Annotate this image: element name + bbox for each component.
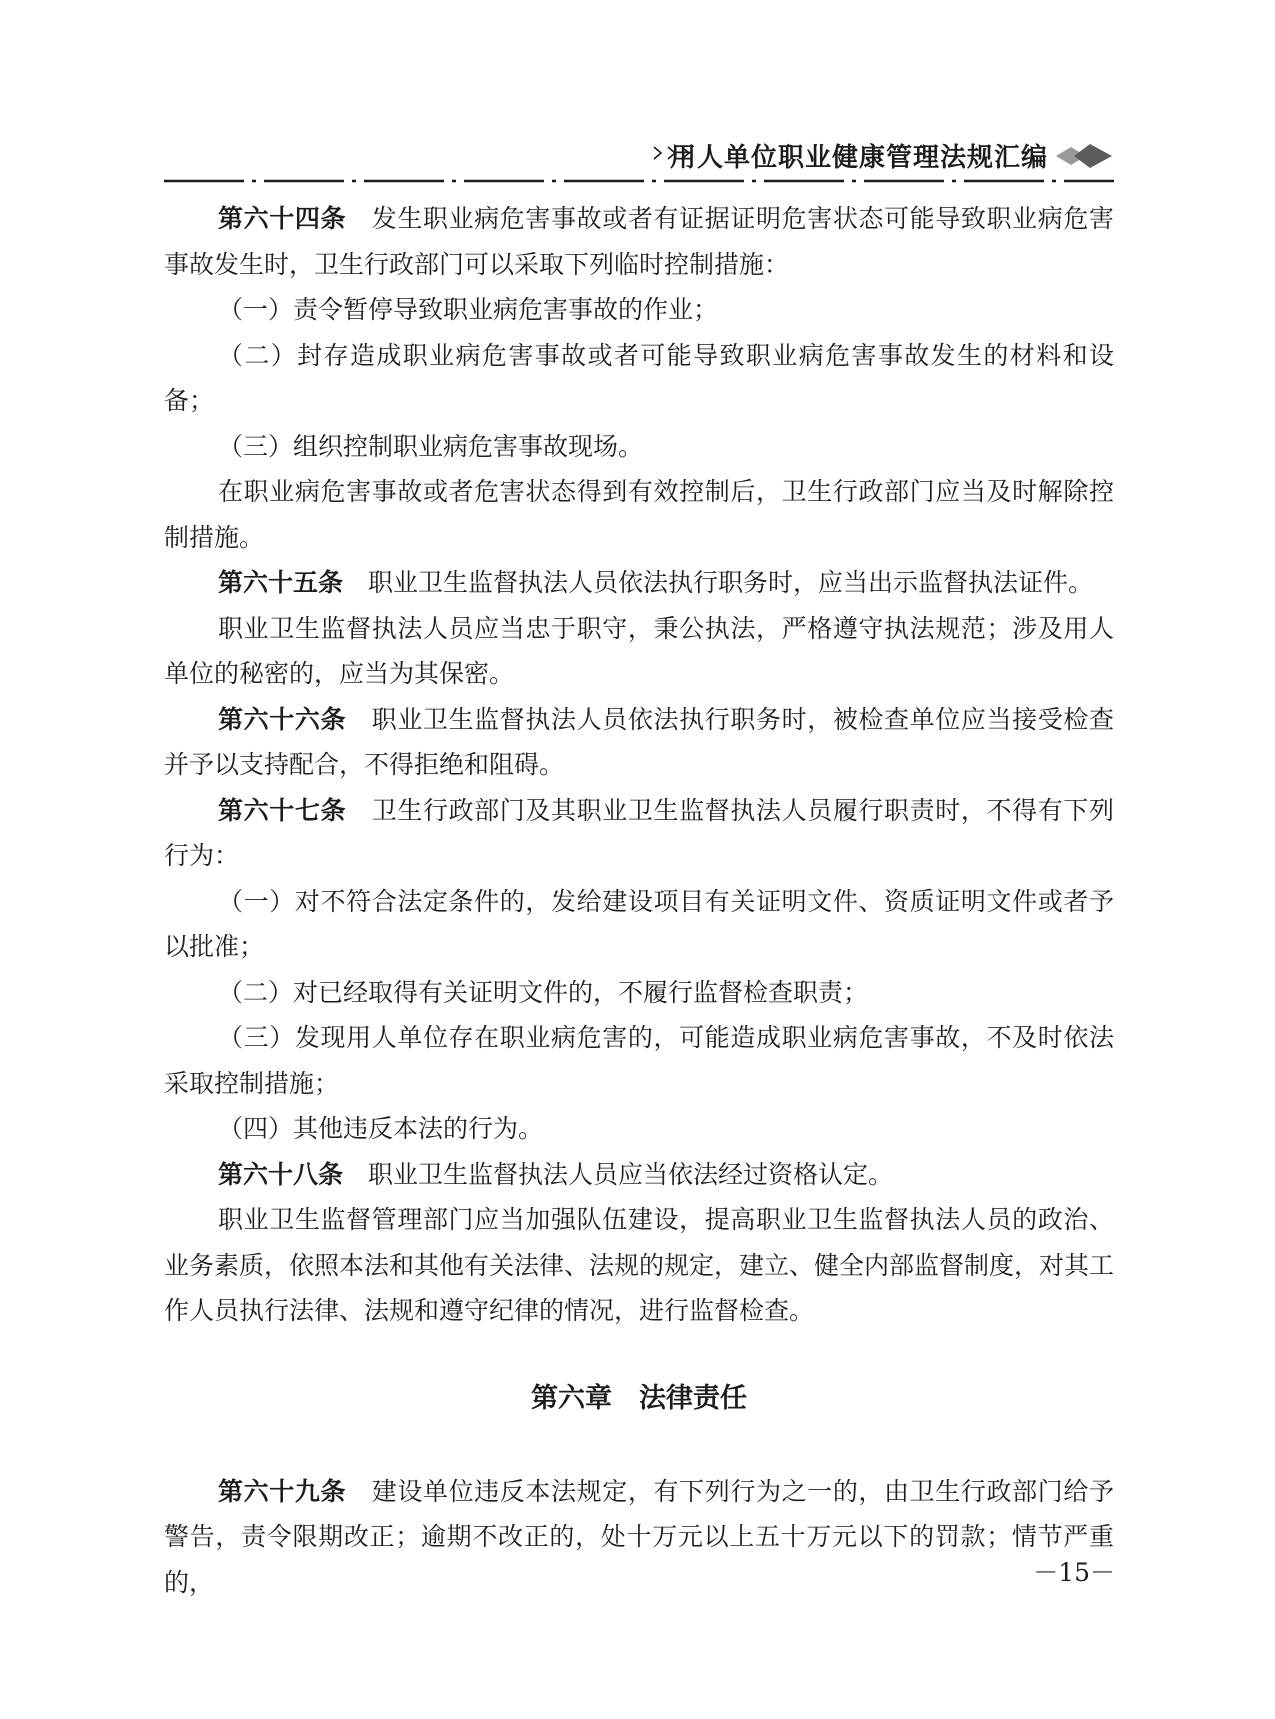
article-text: 职业卫生监督执法人员应当依法经过资格认定。 [368,1159,894,1189]
article-66 [164,697,1114,788]
paragraph: 职业卫生监督管理部门应当加强队伍建设，提高职业卫生监督执法人员的政治、业务素质，依照本法和其他有关法律、法规的规定，建立、健全内部监督制度，对其工作人员执行法律、法规和遵守纪律的情况，进行监督检查。 [164,1205,1115,1325]
page-number: －15－ [1033,1558,1115,1587]
article-68 [164,1152,1114,1198]
list-item: （四）其他违反本法的行为。 [218,1114,544,1143]
header-title: 用人单位职业健康管理法规汇编 [669,143,1048,173]
article-number: 第六十八条 [218,1159,344,1189]
diamond-ornament-icon [1054,141,1114,171]
article-number: 第六十五条 [218,568,344,597]
list-item: （一）责令暂停导致职业病危害事故的作业； [218,295,719,324]
running-header [164,133,1114,183]
article-text: 职业卫生监督执法人员依法执行职务时，被检查单位应当接受检查并予以支持配合，不得拒绝和阻碍。 [164,704,1114,779]
header-dashed-rule [164,179,1114,183]
article-64 [164,196,1114,287]
list-item: （三）组织控制职业病危害事故现场。 [218,431,644,461]
article-65 [164,560,1114,606]
article-69 [164,1469,1114,1606]
article-text: 建设单位违反本法规定，有下列行为之一的，由卫生行政部门给予警告，责令限期改正；逾期不改正的，处十万元以上五十万元以下的罚款；情节严重的， [164,1476,1114,1597]
list-item: （三）发现用人单位存在职业病危害的，可能造成职业病危害事故，不及时依法采取控制措施； [164,1023,1114,1098]
article-text: 发生职业病危害事故或者有证据证明危害状态可能导致职业病危害事故发生时，卫生行政部门可以采取下列临时控制措施： [164,204,1114,279]
page-body [164,196,1114,1605]
list-item: （一）对不符合法定条件的，发给建设项目有关证明文件、资质证明文件或者予以批准； [164,886,1114,961]
list-item: （二）封存造成职业病危害事故或者可能导致职业病危害事故发生的材料和设备； [164,340,1114,415]
article-number: 第六十四条 [218,204,347,233]
article-number: 第六十七条 [218,795,347,825]
list-item: （二）对已经取得有关证明文件的，不履行监督检查职责； [218,977,869,1007]
article-number: 第六十六条 [218,704,347,734]
article-number: 第六十九条 [218,1476,347,1506]
article-text: 职业卫生监督执法人员依法执行职务时，应当出示监督执法证件。 [368,568,1094,597]
article-67 [164,788,1114,879]
paragraph: 职业卫生监督执法人员应当忠于职守，秉公执法，严格遵守执法规范；涉及用人单位的秘密的，应当为其保密。 [164,613,1114,688]
article-text: 卫生行政部门及其职业卫生监督执法人员履行职责时，不得有下列行为： [164,795,1114,870]
paragraph: 在职业病危害事故或者危害状态得到有效控制后，卫生行政部门应当及时解除控制措施。 [164,477,1114,552]
chapter-heading: 第六章 法律责任 [531,1382,747,1414]
